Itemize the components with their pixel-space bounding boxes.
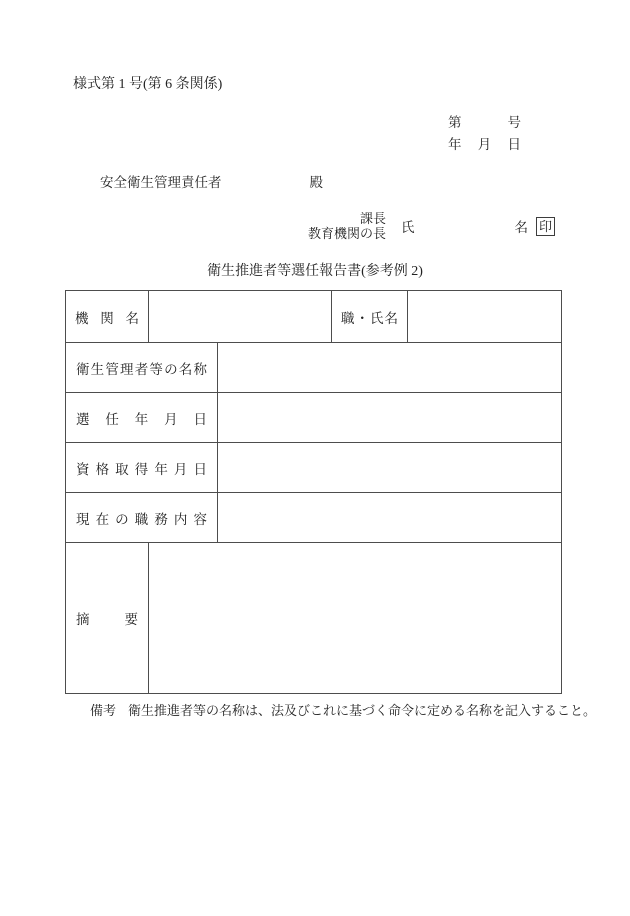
current-duties-label-cell <box>66 493 218 542</box>
qualification-date-label-cell <box>66 443 218 492</box>
remarks-value-cell <box>149 543 561 693</box>
document-title: 衛生推進者等選任報告書(参考例 2) <box>207 264 423 279</box>
signer-name-first-label: 氏 <box>401 220 415 235</box>
recipient-line <box>100 175 323 191</box>
current-duties-value-cell <box>218 493 561 542</box>
document-number-line <box>448 115 521 130</box>
footnote-text: 衛生推進者等の名称は、法及びこれに基づく命令に定める名称を記入すること。 <box>128 703 597 718</box>
signer-name-last-label: 名 <box>514 220 529 235</box>
signer-titles <box>308 211 386 241</box>
table-row-remarks <box>66 543 561 693</box>
appointment-date-label: 選任年月日 <box>76 411 207 427</box>
signer-block <box>308 211 555 241</box>
date-month-label: 月 <box>477 137 492 152</box>
table-row-appointment-date <box>66 393 561 443</box>
institution-name-label: 機関名 <box>75 310 139 326</box>
position-name-label: 職・氏名 <box>341 310 398 326</box>
recipient-honorific: 殿 <box>309 175 323 190</box>
remarks-label-cell <box>66 543 149 693</box>
appointment-date-label-cell <box>66 393 218 442</box>
qualification-date-value-cell <box>218 443 561 492</box>
signer-title-top: 課長 <box>360 211 387 226</box>
document-number-suffix: 号 <box>507 115 521 130</box>
qualification-date-label: 資格取得年月日 <box>76 461 207 477</box>
report-form-table <box>65 290 562 694</box>
date-day-label: 日 <box>507 137 521 152</box>
current-duties-label: 現在の職務内容 <box>76 511 207 527</box>
appointment-date-value-cell <box>218 393 561 442</box>
date-year-label: 年 <box>448 137 462 152</box>
position-name-value-cell <box>408 291 561 342</box>
signer-title-bottom: 教育機関の長 <box>308 226 387 241</box>
form-number-label: 様式第 1 号(第 6 条関係) <box>73 77 223 92</box>
seal-box: 印 <box>536 217 555 236</box>
table-row-manager-title <box>66 343 561 393</box>
recipient-title: 安全衛生管理責任者 <box>100 175 222 190</box>
footnote-line <box>90 703 596 719</box>
manager-title-label: 衛生管理者等の名称 <box>76 361 207 377</box>
remarks-label: 摘要 <box>76 612 138 627</box>
table-row-institution <box>66 291 561 343</box>
date-line <box>448 137 521 152</box>
document-number-prefix: 第 <box>448 115 462 130</box>
manager-title-label-cell <box>66 343 218 392</box>
institution-name-label-cell <box>66 291 149 342</box>
footnote-label: 備考 <box>90 703 117 718</box>
table-row-current-duties <box>66 493 561 543</box>
institution-name-value-cell <box>149 291 332 342</box>
manager-title-value-cell <box>218 343 561 392</box>
table-row-qualification-date <box>66 443 561 493</box>
position-name-label-cell <box>332 291 408 342</box>
